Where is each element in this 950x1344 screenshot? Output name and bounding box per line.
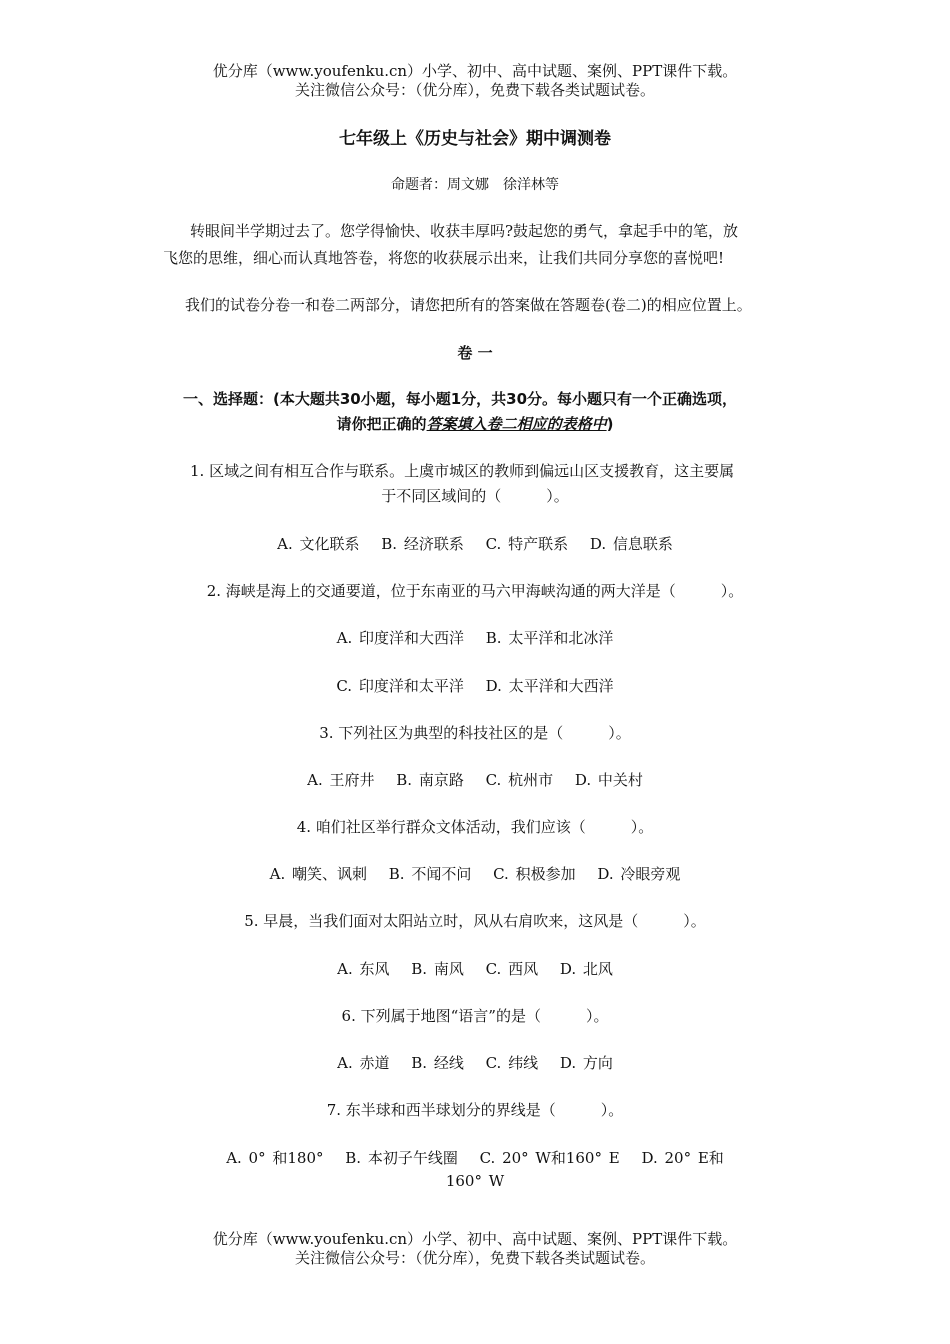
question-2-options-b: C. 印度洋和太平洋 D. 太平洋和大西洋 [336, 677, 614, 695]
question-3-stem: 3. 下列社区为典型的科技社区的是（ ）。 [319, 724, 631, 742]
question-4-options: A. 嘲笑、讽刺 B. 不闻不问 C. 积极参加 D. 冷眼旁观 [269, 865, 681, 883]
question-2-stem: 2. 海峡是海上的交通要道，位于东南亚的马六甲海峡沟通的两大洋是（ ）。 [206, 582, 744, 600]
section-title: 卷 一 [457, 344, 493, 362]
footer-line-1: 优分库（www.youfenku.cn）小学、初中、高中试题、案例、PPT课件下载。 [212, 1230, 738, 1248]
page-title: 七年级上《历史与社会》期中调测卷 [339, 129, 611, 149]
header-line-2: 关注微信公众号：（优分库），免费下载各类试题试卷。 [294, 81, 655, 99]
question-3-options: A. 王府井 B. 南京路 C. 杭州市 D. 中关村 [307, 771, 643, 789]
footer-line-2: 关注微信公众号：（优分库），免费下载各类试题试卷。 [294, 1249, 655, 1267]
question-7-stem: 7. 东半球和西半球划分的界线是（ ）。 [326, 1101, 624, 1119]
part-heading-prefix: 请你把正确的 [336, 415, 427, 433]
part-heading-underlined: 答案填入卷二相应的表格中 [426, 415, 607, 433]
part-heading-line-2 [0, 413, 950, 434]
header-line-1: 优分库（www.youfenku.cn）小学、初中、高中试题、案例、PPT课件下载。 [212, 62, 738, 80]
question-6-stem: 6. 下列属于地图“语言”的是（ ）。 [341, 1007, 609, 1025]
question-1-stem: 1. 区域之间有相互合作与联系。上虞市城区的教师到偏远山区支援教育，这主要属 [190, 462, 735, 480]
question-7-options-cont: 160° W [445, 1172, 505, 1190]
question-6-options: A. 赤道 B. 经线 C. 纬线 D. 方向 [337, 1054, 613, 1072]
question-1-options: A. 文化联系 B. 经济联系 C. 特产联系 D. 信息联系 [277, 535, 673, 553]
author-line: 命题者：周文娜 徐洋林等 [391, 177, 559, 193]
part-heading-line-1: 一、选择题：(本大题共30小题，每小题1分，共30分。每小题只有一个正确选项， [183, 390, 738, 408]
question-5-options: A. 东风 B. 南风 C. 西风 D. 北风 [337, 960, 613, 978]
question-2-options-a: A. 印度洋和大西洋 B. 太平洋和北冰洋 [336, 629, 614, 647]
question-1-stem-cont: 于不同区域间的（ ）。 [381, 487, 569, 505]
intro-line-3: 我们的试卷分卷一和卷二两部分，请您把所有的答案做在答题卷(卷二)的相应位置上。 [185, 296, 752, 314]
question-4-stem: 4. 咱们社区举行群众文体活动，我们应该（ ）。 [296, 818, 654, 836]
intro-line-1: 转眼间半学期过去了。您学得愉快、收获丰厚吗?鼓起您的勇气，拿起手中的笔，放 [190, 222, 739, 240]
intro-line-2: 飞您的思维，细心而认真地答卷，将您的收获展示出来，让我们共同分享您的喜悦吧! [163, 249, 725, 267]
part-heading-suffix: ) [606, 415, 614, 433]
question-5-stem: 5. 早晨，当我们面对太阳站立时，风从右肩吹来，这风是（ ）。 [244, 912, 706, 930]
question-7-options: A. 0° 和180° B. 本初子午线圈 C. 20° W和160° E D. 20° E和 [226, 1149, 724, 1167]
